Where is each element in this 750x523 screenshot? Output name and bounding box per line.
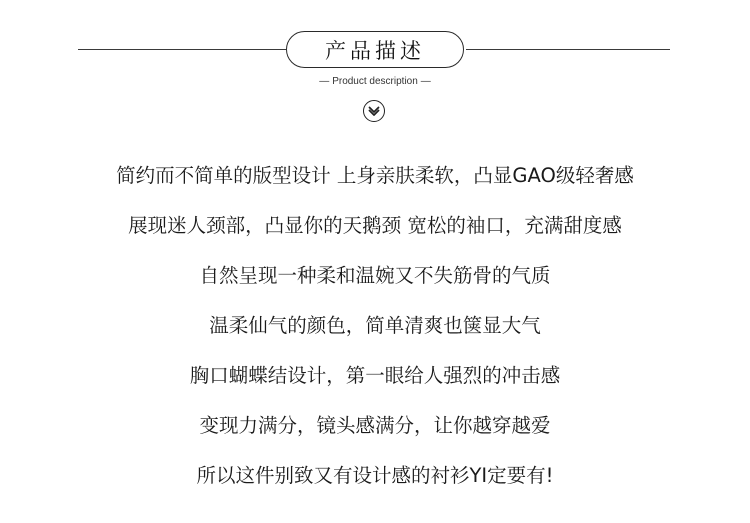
- section-subtitle-text: Product description: [332, 76, 418, 87]
- description-line: 自然呈现一种柔和温婉又不失筋骨的气质: [199, 264, 551, 287]
- chevron-down-circle-icon: [363, 100, 385, 122]
- header-divider-left: [78, 49, 286, 50]
- chevron-down-icon: [368, 106, 380, 116]
- subtitle-dash-right: —: [420, 76, 431, 87]
- section-title: [286, 31, 464, 68]
- description-line: 简约而不简单的版型设计 上身亲肤柔软，凸显GAO级轻奢感: [116, 164, 634, 187]
- subtitle-dash-left: —: [319, 76, 330, 87]
- product-description-list: [0, 156, 750, 506]
- section-subtitle: [0, 76, 750, 87]
- description-line: 所以这件别致又有设计感的衬衫YI定要有!: [196, 464, 554, 487]
- header-divider-right: [466, 49, 670, 50]
- description-line: 展现迷人颈部，凸显你的天鹅颈 宽松的袖口，充满甜度感: [128, 214, 622, 237]
- description-line: 温柔仙气的颜色，简单清爽也箧显大气: [209, 314, 541, 337]
- description-line: 变现力满分，镜头感满分，让你越穿越爱: [199, 414, 551, 437]
- description-line: 胸口蝴蝶结设计，第一眼给人强烈的冲击感: [189, 364, 561, 387]
- section-title-text: 产品描述: [325, 38, 425, 63]
- section-header: [0, 0, 750, 130]
